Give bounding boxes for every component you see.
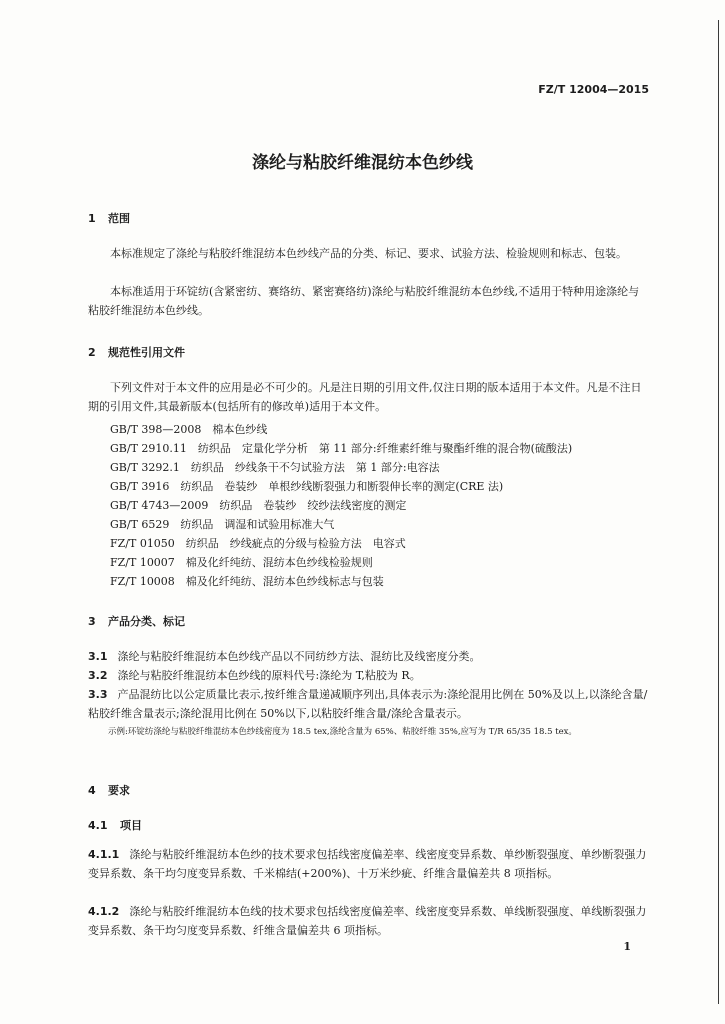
clause-number: 3.2 (88, 669, 108, 682)
page-number: 1 (623, 940, 631, 953)
section-title: 范围 (108, 212, 130, 225)
clause-number: 4.1.1 (88, 848, 120, 861)
reference-item: FZ/T 10007 棉及化纤纯纺、混纺本色纱线检验规则 (110, 556, 373, 569)
clause-number: 4.1.2 (88, 905, 120, 918)
clause-text: 涤纶与粘胶纤维混纺本色纱的技术要求包括线密度偏差率、线密度变异系数、单纱断裂强度、单纱断裂强力变异系数、条干均匀度变异系数、千米棉结(+200%)、十万米纱疵、纤维含量偏差共 8 项指标。 (88, 848, 647, 880)
section-2-heading (88, 344, 185, 360)
clause-3-2 (88, 666, 648, 685)
clause-text: 涤纶与粘胶纤维混纺本色纱线的原料代号:涤纶为 T,粘胶为 R。 (117, 669, 421, 682)
clause-4-1-2 (88, 902, 648, 940)
clause-text: 产品混纺比以公定质量比表示,按纤维含量递减顺序列出,具体表示为:涤纶混用比例在 50%及以上,以涤纶含量/粘胶纤维含量表示;涤纶混用比例在 50%以下,以粘胶纤维含量/涤纶含量表示。 (88, 688, 648, 720)
clause-text: 涤纶与粘胶纤维混纺本色线的技术要求包括线密度偏差率、线密度变异系数、单线断裂强度、单线断裂强力变异系数、条干均匀度变异系数、纤维含量偏差共 6 项指标。 (88, 905, 647, 937)
section-title: 要求 (108, 784, 130, 797)
section-title: 规范性引用文件 (108, 346, 185, 359)
clause-3-1 (88, 647, 648, 666)
reference-item: FZ/T 01050 纺织品 纱线疵点的分级与检验方法 电容式 (110, 537, 406, 550)
section-1-heading (88, 210, 130, 226)
clause-number: 3.3 (88, 688, 108, 701)
clause-number: 3.1 (88, 650, 108, 663)
subsection-title: 项目 (120, 819, 142, 832)
section-4-heading (88, 782, 130, 798)
reference-item: GB/T 6529 纺织品 调湿和试验用标准大气 (110, 518, 335, 531)
reference-item: GB/T 4743—2009 纺织品 卷装纱 绞纱法线密度的测定 (110, 499, 407, 512)
clause-4-1-1 (88, 845, 648, 883)
section-number: 2 (88, 346, 96, 359)
subsection-number: 4.1 (88, 819, 108, 832)
clause-text: 涤纶与粘胶纤维混纺本色纱线产品以不同纺纱方法、混纺比及线密度分类。 (117, 650, 481, 663)
section-number: 3 (88, 615, 96, 628)
section-number: 1 (88, 212, 96, 225)
section-title: 产品分类、标记 (108, 615, 185, 628)
reference-item: GB/T 3916 纺织品 卷装纱 单根纱线断裂强力和断裂伸长率的测定(CRE 法) (110, 480, 504, 493)
section-3-heading (88, 613, 185, 629)
section-2-intro: 下列文件对于本文件的应用是必不可少的。凡是注日期的引用文件,仅注日期的版本适用于本文件。凡是不注日期的引用文件,其最新版本(包括所有的修改单)适用于本文件。 (88, 381, 642, 413)
subsection-4-1-heading (88, 817, 142, 833)
document-title: 涤纶与粘胶纤维混纺本色纱线 (252, 153, 473, 173)
reference-item: GB/T 398—2008 棉本色纱线 (110, 423, 268, 436)
section-1-paragraph-1: 本标准规定了涤纶与粘胶纤维混纺本色纱线产品的分类、标记、要求、试验方法、检验规则和标志、包装。 (110, 247, 627, 260)
section-1-paragraph-2: 本标准适用于环锭纺(含紧密纺、赛络纺、紧密赛络纺)涤纶与粘胶纤维混纺本色纱线,不适用于特种用途涤纶与粘胶纤维混纺本色纱线。 (88, 285, 640, 317)
section-number: 4 (88, 784, 96, 797)
reference-item: GB/T 3292.1 纺织品 纱线条干不匀试验方法 第 1 部分:电容法 (110, 461, 440, 474)
clause-3-3 (88, 685, 648, 723)
standard-code: FZ/T 12004—2015 (538, 83, 649, 96)
reference-item: GB/T 2910.11 纺织品 定量化学分析 第 11 部分:纤维素纤维与聚酯纤维的混合物(硫酸法) (110, 442, 573, 455)
reference-item: FZ/T 10008 棉及化纤纯纺、混纺本色纱线标志与包装 (110, 575, 384, 588)
example-note: 示例:环锭纺涤纶与粘胶纤维混纺本色纱线密度为 18.5 tex,涤纶含量为 65%、粘胶纤维 35%,应写为 T/R 65/35 18.5 tex。 (108, 727, 577, 737)
